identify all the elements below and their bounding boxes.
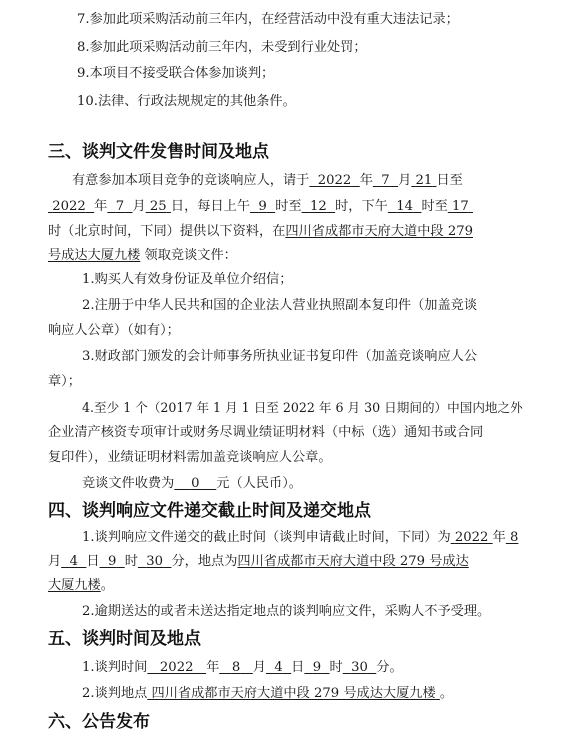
document-fee-amount: 0 (191, 476, 200, 491)
section-6-heading: 六、公告发布 (48, 712, 150, 732)
material-item-2: 2.注册于中华人民共和国的企业法人营业执照副本复印件（加盖竞谈 (82, 298, 478, 313)
qualification-item-10: 10.法律、行政法规规定的其他条件。 (77, 94, 296, 109)
qualification-item-9: 9.本项目不接受联合体参加谈判； (77, 66, 275, 81)
qualification-item-8: 8.参加此项采购活动前三年内，未受到行业处罚； (77, 40, 367, 55)
section-5-heading: 五、谈判时间及地点 (48, 629, 201, 649)
negotiation-day: 4 (274, 660, 283, 675)
deadline-month: 8 (510, 530, 519, 545)
sale-period-line-1: 有意参加本项目竞争的竞谈响应人，请于 2022 年 7 月 21 日至 (72, 173, 463, 188)
material-item-3-cont: 章）； (48, 374, 81, 389)
am-end-hour: 12 (309, 199, 327, 214)
deadline-line-3: 大厦九楼。 (48, 578, 114, 593)
pm-start-hour: 14 (396, 199, 414, 214)
sale-location-part-1: 四川省成都市天府大道中段 279 (285, 224, 473, 239)
sale-end-month: 7 (115, 199, 125, 214)
material-item-1: 1.购买人有效身份证及单位介绍信； (82, 272, 293, 287)
sale-start-day: 21 (415, 173, 433, 188)
material-item-4: 4.至少 1 个（2017 年 1 月 1 日至 2022 年 6 月 30 日期间的）中国内地之外 (82, 400, 523, 415)
sale-start-month: 7 (381, 173, 390, 188)
deadline-location-part-1: 四川省成都市天府大道中段 279 号成达 (237, 554, 469, 569)
negotiation-minute: 30 (351, 660, 368, 675)
sale-period-line-4: 号成达大厦九楼 领取竞谈文件： (48, 248, 237, 263)
pm-end-hour: 17 (452, 199, 469, 214)
sale-location-part-2: 号成达大厦九楼 (48, 248, 141, 263)
negotiation-place-line: 2.谈判地点 四川省成都市天府大道中段 279 号成达大厦九楼 。 (82, 686, 454, 701)
material-item-4-cont: 企业清产核资专项审计或财务尽调业绩证明材料（中标（选）通知书或合同 (48, 425, 484, 440)
sale-period-line-2: 2022 年 7 月 25 日，每日上午 9 时至 12 时，下午 14 时至 17 (52, 199, 469, 214)
deadline-minute: 30 (146, 554, 164, 569)
deadline-day: 4 (69, 554, 78, 569)
material-item-2-cont: 响应人公章）（如有）； (48, 323, 180, 338)
sale-period-line-3: 时（北京时间，下同）提供以下资料，在四川省成都市天府大道中段 279 (48, 224, 473, 239)
section-3-heading: 三、谈判文件发售时间及地点 (48, 142, 269, 162)
deadline-year: 2022 (454, 530, 489, 545)
material-item-3: 3.财政部门颁发的会计师事务所执业证书复印件（加盖竞谈响应人公 (82, 349, 478, 364)
deadline-line-1: 1.谈判响应文件递交的截止时间（谈判申请截止时间，下同）为 2022 年 8 (82, 530, 519, 545)
sale-start-year: 2022 (317, 173, 352, 188)
am-start-hour: 9 (258, 199, 267, 214)
sale-end-day: 25 (149, 199, 167, 214)
material-item-4-cont-2: 复印件），业绩证明材料需加盖竞谈响应人公章。 (48, 450, 332, 465)
negotiation-month: 8 (231, 660, 241, 675)
negotiation-hour: 9 (312, 660, 322, 675)
late-submission-rule: 2.逾期送达的或者未送达指定地点的谈判响应文件，采购人不予受理。 (82, 604, 491, 619)
sale-end-year: 2022 (52, 199, 86, 214)
section-4-heading: 四、谈判响应文件递交截止时间及递交地点 (48, 501, 371, 521)
deadline-hour: 9 (107, 554, 117, 569)
deadline-line-2: 月 4 日 9 时 30 分，地点为四川省成都市天府大道中段 279 号成达 (48, 554, 469, 569)
negotiation-location: 四川省成都市天府大道中段 279 号成达大厦九楼 (151, 686, 436, 701)
document-fee-line: 竞谈文件收费为 0 元（人民币）。 (82, 476, 302, 491)
negotiation-time-line: 1.谈判时间 2022 年 8 月 4 日 9 时 30 分。 (82, 660, 403, 675)
qualification-item-7: 7.参加此项采购活动前三年内，在经营活动中没有重大违法记录； (77, 12, 459, 27)
deadline-location-part-2: 大厦九楼 (48, 578, 101, 593)
negotiation-year: 2022 (159, 660, 194, 675)
